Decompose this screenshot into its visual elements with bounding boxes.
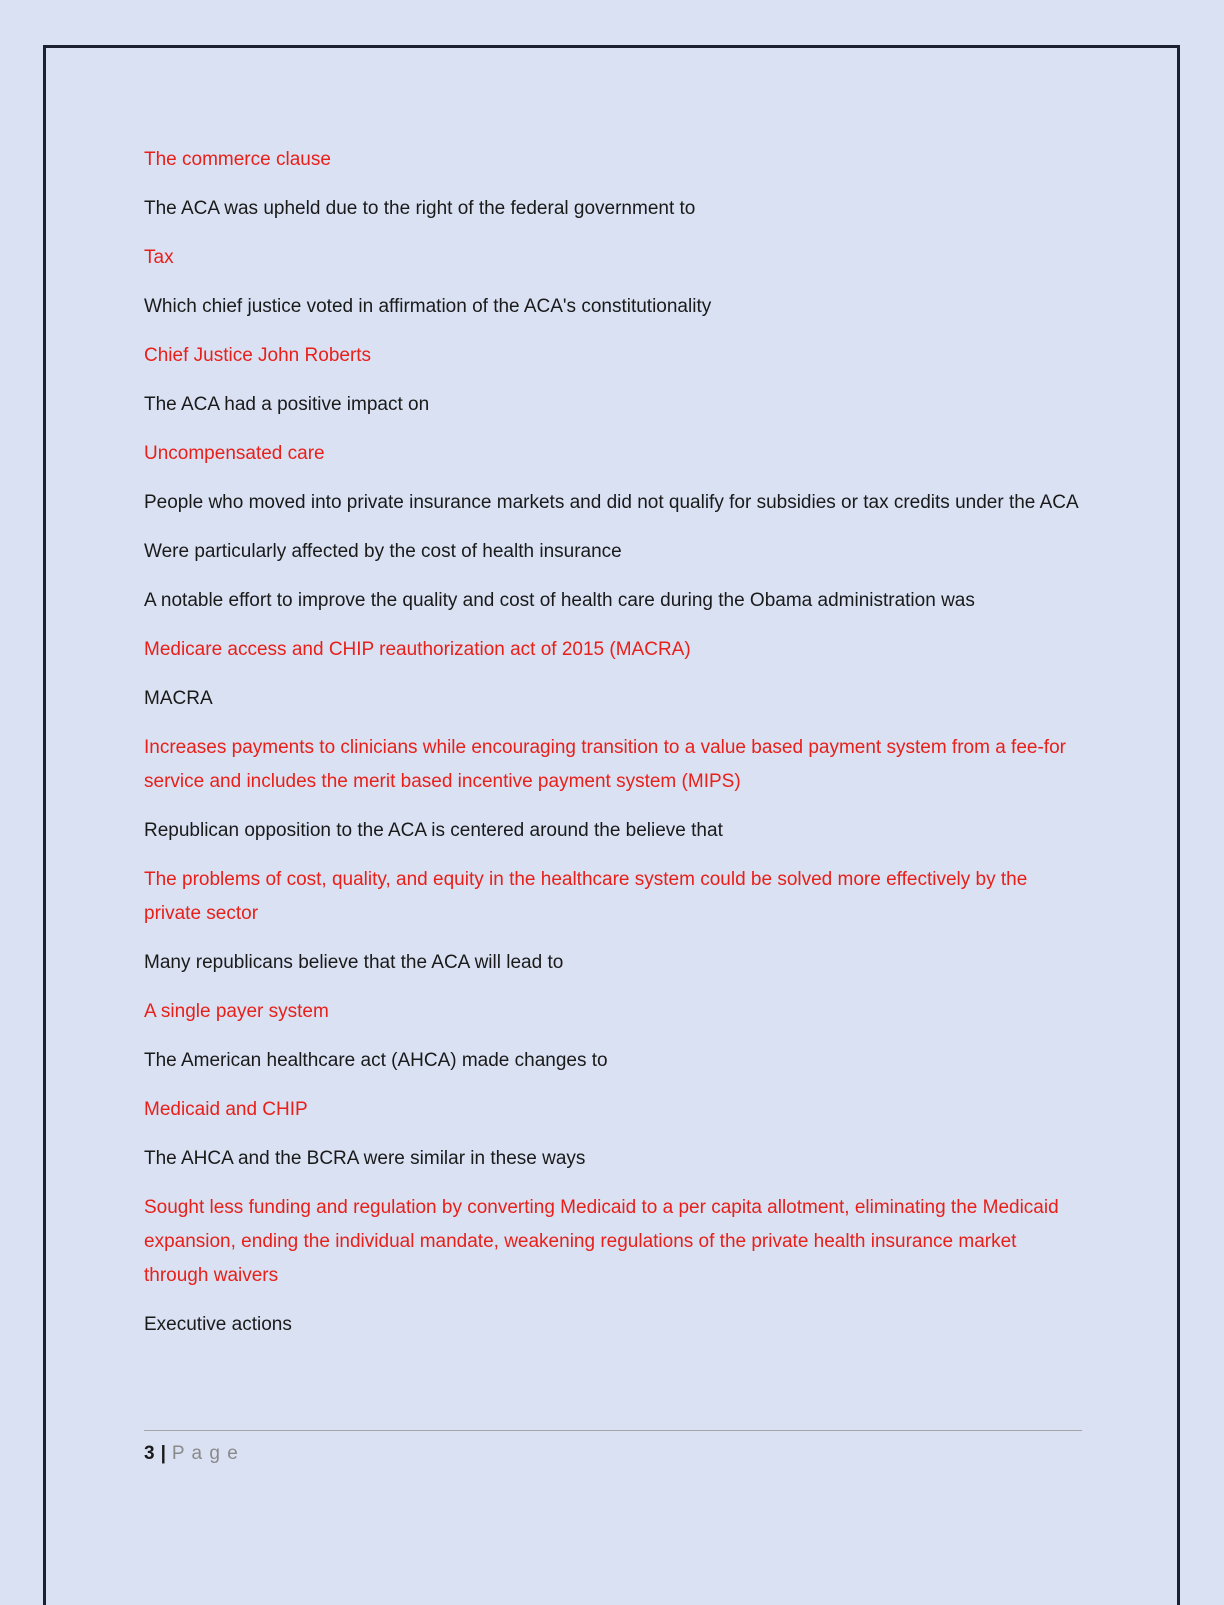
answer-paragraph: Increases payments to clinicians while encouraging transition to a value based payment system from a fee-for service and includes the merit based incentive payment system (MIPS) <box>144 737 1066 792</box>
answer-paragraph: Uncompensated care <box>144 443 325 464</box>
answer-paragraph: Sought less funding and regulation by converting Medicaid to a per capita allotment, eliminating the Medicaid expansion, ending the individual mandate, weakening regulations of the private health insurance market through waivers <box>144 1197 1059 1286</box>
question-paragraph: The ACA was upheld due to the right of the federal government to <box>144 198 696 219</box>
answer-paragraph: Tax <box>144 247 174 268</box>
question-paragraph: Many republicans believe that the ACA will lead to <box>144 952 564 973</box>
question-paragraph: A notable effort to improve the quality and cost of health care during the Obama administration was <box>144 590 975 611</box>
page-footer <box>144 1430 1082 1465</box>
question-paragraph: MACRA <box>144 688 213 709</box>
answer-paragraph: Medicare access and CHIP reauthorization act of 2015 (MACRA) <box>144 639 691 660</box>
question-paragraph: Were particularly affected by the cost of health insurance <box>144 541 622 562</box>
footer-separator: | <box>160 1443 166 1464</box>
question-paragraph: Which chief justice voted in affirmation of the ACA's constitutionality <box>144 296 712 317</box>
question-paragraph: The AHCA and the BCRA were similar in these ways <box>144 1148 586 1169</box>
answer-paragraph: Chief Justice John Roberts <box>144 345 372 366</box>
question-paragraph: People who moved into private insurance markets and did not qualify for subsidies or tax credits under the ACA <box>144 492 1079 513</box>
question-paragraph: The ACA had a positive impact on <box>144 394 430 415</box>
page-number: 3 <box>144 1443 155 1464</box>
answer-paragraph: Medicaid and CHIP <box>144 1099 308 1120</box>
document-content <box>144 143 1086 1357</box>
answer-paragraph: The problems of cost, quality, and equity in the healthcare system could be solved more effectively by the private sector <box>144 869 1028 924</box>
answer-paragraph: The commerce clause <box>144 149 331 170</box>
question-paragraph: Republican opposition to the ACA is centered around the believe that <box>144 820 723 841</box>
answer-paragraph: A single payer system <box>144 1001 329 1022</box>
question-paragraph: Executive actions <box>144 1314 292 1335</box>
question-paragraph: The American healthcare act (AHCA) made changes to <box>144 1050 608 1071</box>
footer-page-label: P a g e <box>171 1443 239 1464</box>
